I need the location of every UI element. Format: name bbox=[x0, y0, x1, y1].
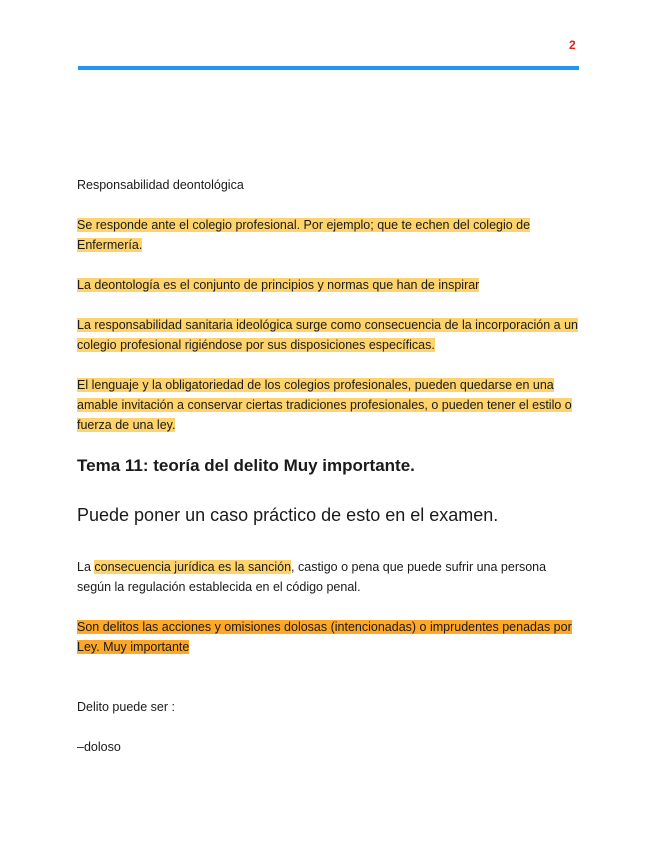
text-segment: , castigo o pena que puede sufrir una persona según la regulación establecida en el código penal. bbox=[77, 560, 547, 594]
document-body bbox=[77, 175, 579, 777]
highlighted-text: El lenguaje y la obligatoriedad de los colegios profesionales, pueden quedarse en una amable invitación a conservar ciertas tradiciones profesionales, o pueden tener el estilo o fuerza de una ley. bbox=[77, 378, 572, 432]
highlighted-text: Son delitos las acciones y omisiones dolosas (intencionadas) o imprudentes penadas por Ley. Muy importante bbox=[77, 620, 572, 654]
topic-heading: Tema 11: teoría del delito Muy importante. bbox=[77, 456, 415, 475]
highlighted-text: consecuencia jurídica es la sanción bbox=[94, 560, 292, 574]
paragraph-responsabilidad bbox=[77, 315, 579, 355]
paragraph-colegio bbox=[77, 215, 579, 255]
highlighted-text: Se responde ante el colegio profesional. Por ejemplo; que te echen del colegio de Enfermería. bbox=[77, 218, 531, 252]
text-segment: La bbox=[77, 560, 95, 574]
paragraph-consecuencia bbox=[77, 557, 579, 597]
paragraph-lenguaje bbox=[77, 375, 579, 435]
paragraph-deontologia bbox=[77, 275, 579, 295]
section-title: Responsabilidad deontológica bbox=[77, 178, 244, 192]
highlighted-text: La deontología es el conjunto de principios y normas que han de inspirar bbox=[77, 278, 480, 292]
header-rule bbox=[78, 66, 579, 70]
paragraph-delitos bbox=[77, 617, 579, 657]
paragraph-delito-puede-ser: Delito puede ser : bbox=[77, 700, 175, 714]
page-number: 2 bbox=[569, 38, 576, 52]
list-item-doloso: –doloso bbox=[77, 740, 121, 754]
highlighted-text: La responsabilidad sanitaria ideológica surge como consecuencia de la incorporación a un colegio profesional rigiéndose por sus disposiciones específicas. bbox=[77, 318, 579, 352]
topic-subheading: Puede poner un caso práctico de esto en el examen. bbox=[77, 505, 499, 525]
